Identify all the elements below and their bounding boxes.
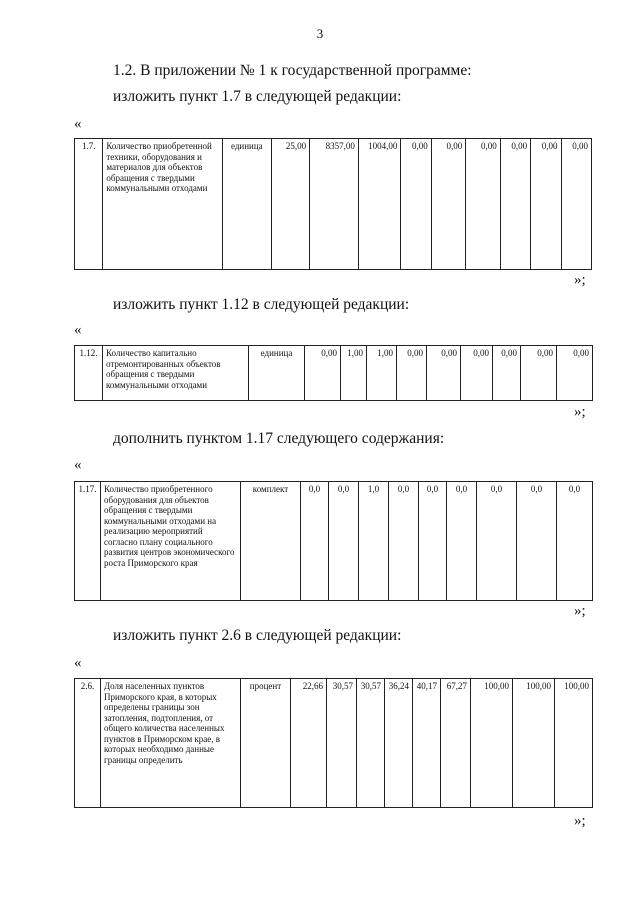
table-row-1-7: [74, 138, 592, 270]
row-indicator-name: Количество капитально отремонтированных объектов обращения с твердыми коммунальными отходами: [103, 346, 249, 401]
row-value: 0,0: [557, 482, 593, 601]
row-value: 0,00: [305, 346, 341, 401]
row-number: 1.17.: [75, 482, 101, 601]
row-value: 0,0: [517, 482, 557, 601]
row-value: 0,0: [419, 482, 447, 601]
closing-quote: »;: [574, 404, 586, 420]
intro-line-1: 1.2. В приложении № 1 к государственной программе:: [113, 62, 472, 79]
row-value: 40,17: [413, 679, 441, 808]
row-value: 0,0: [477, 482, 517, 601]
opening-quote: «: [74, 655, 82, 671]
row-value: 1004,00: [358, 139, 401, 270]
row-indicator-name: Доля населенных пунктов Приморского края, в которых определены границы зон затопления, подтопления, от общего количества населенных пунктов в Приморском крае, в которых необходимо данные границы определить: [101, 679, 241, 808]
closing-quote: »;: [574, 813, 586, 829]
row-value: 1,0: [359, 482, 389, 601]
table-row-1-17: [74, 481, 593, 601]
row-value: 0,00: [521, 346, 557, 401]
row-value: 0,00: [531, 139, 561, 270]
row-value: 0,00: [557, 346, 593, 401]
row-unit: единица: [222, 139, 271, 270]
row-value: 0,0: [389, 482, 419, 601]
row-value: 0,00: [500, 139, 530, 270]
row-value: 0,00: [431, 139, 465, 270]
row-value: 0,00: [561, 139, 592, 270]
row-number: 2.6.: [75, 679, 101, 808]
row-value: 30,57: [327, 679, 357, 808]
row-value: 1,00: [341, 346, 367, 401]
row-unit: комплект: [241, 482, 301, 601]
table-row-2-6: [74, 678, 593, 808]
page-number: 3: [316, 26, 324, 41]
row-value: 67,27: [441, 679, 471, 808]
opening-quote: «: [74, 457, 82, 473]
row-value: 0,00: [401, 139, 431, 270]
row-number: 1.7.: [75, 139, 103, 270]
row-value: 0,0: [329, 482, 359, 601]
row-value: 100,00: [513, 679, 555, 808]
row-value: 8357,00: [310, 139, 359, 270]
row-value: 0,00: [461, 346, 493, 401]
row-value: 0,00: [427, 346, 461, 401]
row-number: 1.12.: [75, 346, 103, 401]
row-value: 36,24: [385, 679, 413, 808]
opening-quote: «: [74, 322, 82, 338]
row-unit: процент: [241, 679, 291, 808]
row-value: 0,00: [466, 139, 500, 270]
table-row-1-12: [74, 345, 593, 401]
row-indicator-name: Количество приобретенного оборудования для объектов обращения с твердыми коммунальными отходами на реализацию мероприятий согласно плану социального развития центров экономического роста Приморского края: [101, 482, 241, 601]
closing-quote: »;: [574, 603, 586, 619]
row-value: 30,57: [357, 679, 385, 808]
row-unit: единица: [249, 346, 305, 401]
row-value: 0,0: [447, 482, 477, 601]
row-value: 0,00: [397, 346, 427, 401]
row-value: 1,00: [367, 346, 397, 401]
closing-quote: »;: [574, 272, 586, 288]
section-1-17-heading: дополнить пунктом 1.17 следующего содержания:: [113, 430, 445, 447]
section-1-12-heading: изложить пункт 1.12 в следующей редакции:: [113, 296, 410, 313]
row-indicator-name: Количество приобретенной техники, оборудования и материалов для объектов обращения с твердыми коммунальными отходами: [103, 139, 223, 270]
intro-line-2: изложить пункт 1.7 в следующей редакции:: [113, 88, 402, 105]
row-value: 100,00: [555, 679, 593, 808]
row-value: 22,66: [291, 679, 327, 808]
section-2-6-heading: изложить пункт 2.6 в следующей редакции:: [113, 627, 402, 644]
opening-quote: «: [74, 116, 82, 132]
row-value: 0,0: [301, 482, 329, 601]
row-value: 100,00: [471, 679, 513, 808]
row-value: 25,00: [271, 139, 310, 270]
row-value: 0,00: [493, 346, 521, 401]
